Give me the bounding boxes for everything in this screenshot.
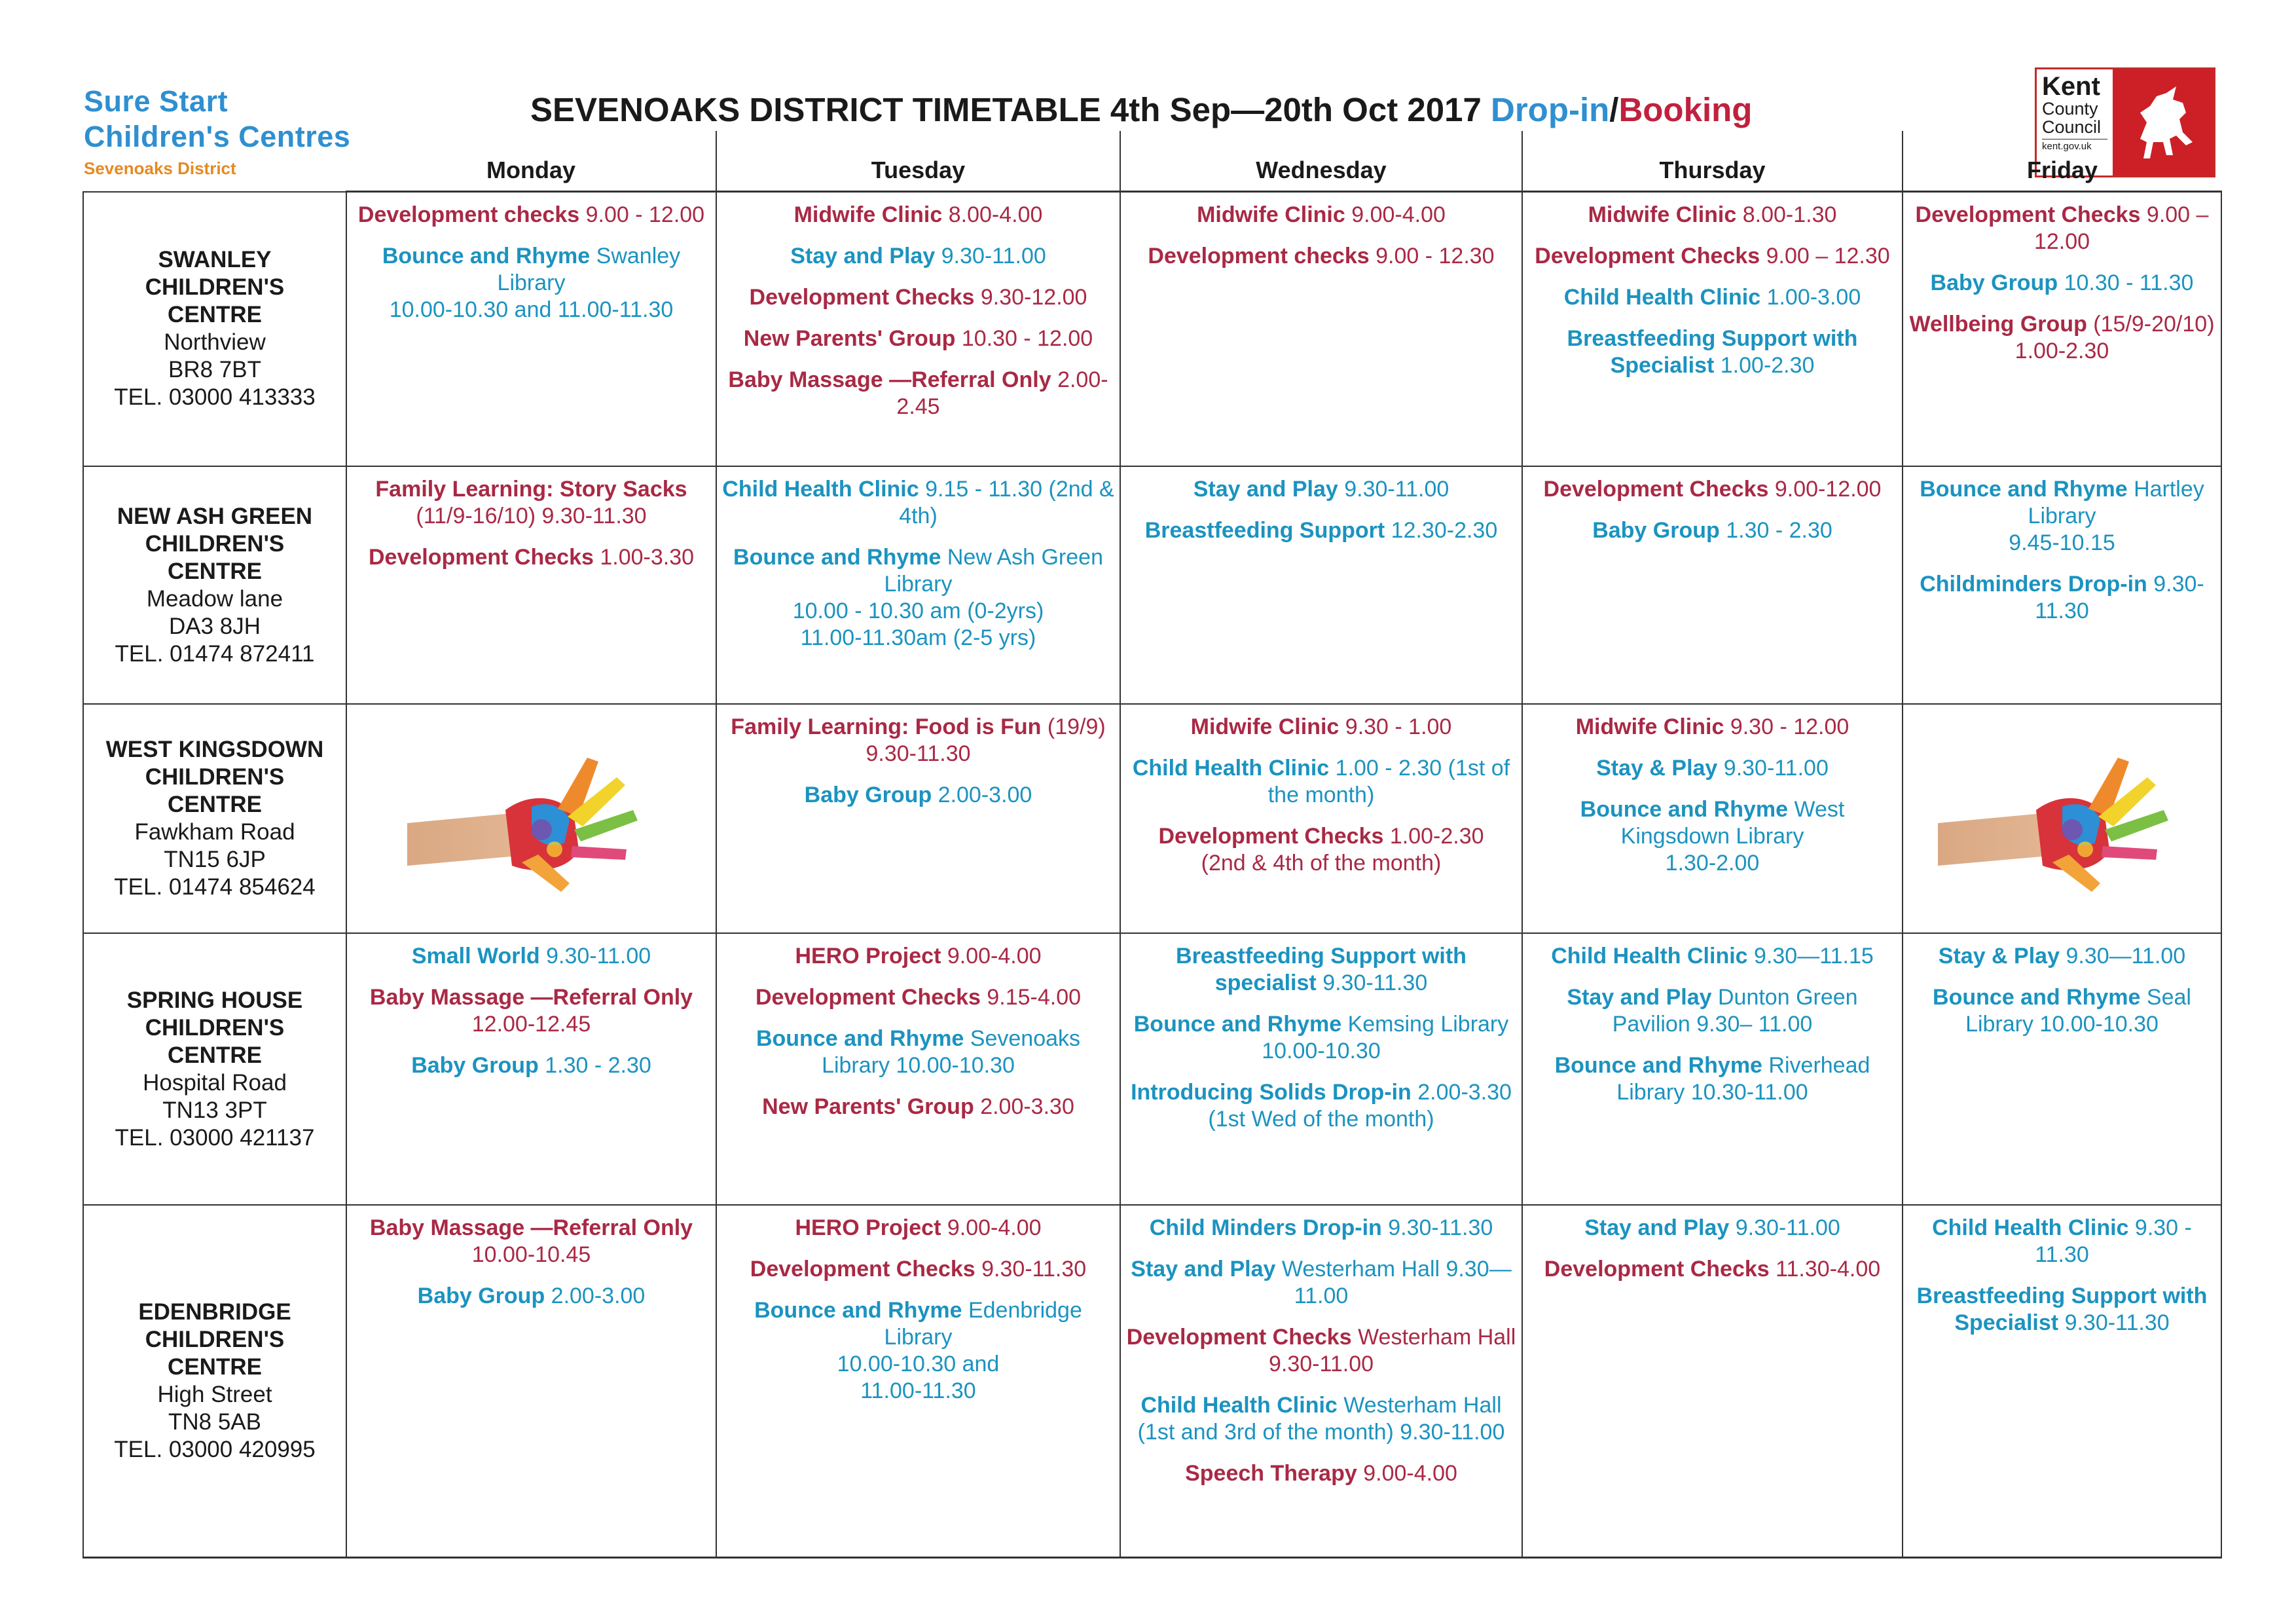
session-time: 1.00-2.30 (2nd & 4th of the month) [1201,824,1484,876]
centre-name-line: NEW ASH GREEN [117,503,313,529]
session-entry [722,1025,1114,1079]
day-header: Tuesday [716,131,1120,192]
session-name: Bounce and Rhyme [754,1298,962,1323]
session-time: 9.30-11.00 [941,244,1046,268]
day-cell [346,933,716,1206]
session-name: Baby Group [804,783,932,808]
session-time: 9.30-11.30 [1388,1215,1493,1241]
session-name: Baby Massage —Referral Only [369,984,693,1010]
centre-info-cell [83,466,346,704]
session-time: 9.30 - 11.30 [2035,1215,2192,1268]
centre-name-line: CHILDREN'S [145,530,285,557]
session-name: Baby Group [1592,518,1720,544]
session-entry [1126,1392,1516,1446]
centre-address-line: Fawkham Road [134,819,295,845]
centre-row [83,466,2221,704]
session-entry [1528,796,1897,877]
session-time: 9.30-11.00 [546,943,651,969]
session-time: 11.30-4.00 [1776,1257,1881,1282]
session-name: Bounce and Rhyme [1580,797,1789,822]
session-name: New Parents' Group [743,326,956,351]
session-entry [722,1297,1114,1405]
session-name: Stay and Play [790,244,936,268]
session-entry [722,367,1114,420]
session-time: 2.00-3.00 [938,783,1032,808]
kent-logo-line-4: kent.gov.uk [2042,139,2107,152]
session-entry [1126,823,1516,877]
centre-row [83,933,2221,1206]
painted-hand-icon [1938,745,2187,895]
session-name: Stay & Play [1938,943,2060,969]
session-name: Bounce and Rhyme [1133,1011,1342,1037]
session-entry [352,243,710,323]
title-booking: Booking [1618,91,1753,128]
session-name: Child Health Clinic [1551,943,1748,969]
session-entry [1126,755,1516,809]
centre-address-line: TEL. 01474 872411 [115,640,315,667]
session-time: 9.30-11.30 [2064,1310,2170,1336]
session-time: Dunton Green Pavilion 9.30– 11.00 [1612,984,1858,1037]
session-time: 8.00-1.30 [1742,202,1837,227]
session-entry [722,284,1114,311]
session-time: (15/9-20/10) 1.00-2.30 [2014,312,2215,363]
session-entry [1126,1079,1516,1133]
session-time: 9.15 - 11.30 (2nd & 4th) [899,477,1114,529]
session-time: 9.30-12.00 [980,285,1087,310]
centre-name-line: EDENBRIDGE [138,1299,291,1325]
session-entry [722,1215,1114,1242]
session-time: 9.30-11.30 [981,1257,1087,1282]
day-cell [716,192,1120,467]
session-time: 9.30-11.30 [2035,572,2204,624]
session-time: Kemsing Library 10.00-10.30 [1262,1011,1509,1063]
centre-address-line: Meadow lane [146,585,283,612]
session-name: Midwife Clinic [1197,202,1345,227]
kent-logo-line-1: Kent [2042,72,2100,101]
session-time: Westerham Hall 9.30—11.00 [1281,1257,1512,1309]
session-entry [1908,1215,2215,1268]
session-time: 2.00-2.45 [896,367,1108,419]
session-name: Family Learning: Food is Fun [731,714,1042,740]
logo-line-2: Children's Centres [84,120,351,153]
session-entry [722,1256,1114,1283]
session-name: Child Minders Drop-in [1149,1215,1382,1241]
centre-info-cell [83,704,346,932]
session-time: Sevenoaks Library 10.00-10.30 [822,1025,1081,1078]
day-cell [1903,1205,2221,1557]
centre-name-line: SPRING HOUSE [126,987,303,1013]
session-time: New Ash Green Library 10.00 - 10.30 am (0-2yrs) 11.00-11.30am (2-5 yrs) [792,545,1103,651]
session-name: Stay and Play [1584,1215,1730,1241]
session-entry [352,1215,710,1268]
session-time: Hartley Library 9.45-10.15 [2009,477,2204,556]
centre-name-line: CHILDREN'S [145,274,285,301]
day-cell [1903,466,2221,704]
day-cell [716,704,1120,932]
session-name: Breastfeeding Support with specialist [1176,943,1467,995]
session-entry [1126,517,1516,544]
session-time: 1.30 - 2.30 [545,1052,651,1078]
session-name: Baby Group [1930,270,2058,295]
session-entry [1528,517,1897,544]
centre-address-line: TEL. 01474 854624 [114,874,316,900]
session-name: HERO Project [795,1215,941,1241]
centre-address-line: Hospital Road [143,1069,287,1096]
session-time: 9.30—11.00 [2066,943,2186,969]
day-cell [346,1205,716,1557]
centre-name-line: WEST KINGSDOWN [105,737,324,763]
title-main: SEVENOAKS DISTRICT TIMETABLE 4th Sep—20th Oct 2017 [530,91,1491,128]
session-time: 2.00-3.30 [980,1094,1074,1119]
session-name: Child Health Clinic [722,477,919,502]
session-entry [1528,1256,1897,1283]
session-entry [1528,243,1897,270]
session-entry [1908,943,2215,970]
session-name: Bounce and Rhyme [1933,984,2141,1010]
session-entry [1126,243,1516,270]
centre-name-line: CHILDREN'S [145,1014,285,1041]
centre-info-cell [83,192,346,467]
day-cell [716,933,1120,1206]
title-drop-in: Drop-in [1490,91,1610,128]
session-name: Development Checks [368,545,594,570]
session-name: Baby Massage —Referral Only [728,367,1051,392]
session-name: Stay and Play [1193,477,1338,502]
session-name: Baby Group [411,1052,539,1078]
session-entry [722,1094,1114,1120]
logo-line-1: Sure Start [84,84,228,118]
centre-address-line: TN8 5AB [168,1409,261,1435]
centre-row [83,192,2221,467]
session-entry [1528,202,1897,229]
session-time: 1.00-3.00 [1766,285,1861,310]
session-name: Development Checks [750,1257,975,1282]
centre-info-cell [83,1205,346,1557]
session-entry [722,943,1114,970]
centre-name-line: CENTRE [168,792,262,818]
session-entry [352,544,710,571]
centre-address-line: BR8 7BT [168,357,261,383]
day-cell [346,704,716,932]
session-name: Bounce and Rhyme [756,1025,964,1051]
session-name: Development Checks [755,984,981,1010]
session-time: 9.00-4.00 [1363,1461,1457,1486]
session-name: Development checks [1148,244,1370,268]
session-time: Westerham Hall 9.30-11.00 [1268,1325,1516,1377]
centre-row [83,704,2221,932]
session-name: Wellbeing Group [1909,312,2087,337]
session-time: 9.30 - 1.00 [1345,714,1452,740]
session-name: Bounce and Rhyme [733,545,941,570]
session-time: 9.30-11.30 [1322,970,1428,995]
session-name: Bounce and Rhyme [1554,1052,1762,1078]
session-entry [722,544,1114,652]
session-time: 10.30 - 11.30 [2064,270,2194,295]
session-entry [352,202,710,229]
day-cell [1903,704,2221,932]
session-time: Westerham Hall (1st and 3rd of the month) 9.30-11.00 [1137,1393,1505,1445]
session-name: Stay and Play [1567,984,1712,1010]
session-time: 9.30 - 12.00 [1730,714,1850,740]
session-entry [722,782,1114,809]
kent-logo-line-2: County [2042,99,2098,119]
session-time: 9.00 – 12.30 [1766,244,1890,268]
session-name: Midwife Clinic [793,202,943,227]
session-time: 8.00-4.00 [948,202,1043,227]
session-name: Breastfeeding Support with Specialist [1916,1283,2208,1336]
session-time: 9.00-4.00 [947,943,1042,969]
session-name: Family Learning: Story Sacks [375,477,687,502]
session-entry [352,1283,710,1310]
session-entry [1126,202,1516,229]
session-entry [722,476,1114,530]
session-name: Baby Group [417,1283,545,1309]
session-name: Child Health Clinic [1932,1215,2129,1241]
day-cell [1120,704,1522,932]
day-cell [1522,466,1903,704]
session-time: (19/9) 9.30-11.30 [866,714,1106,767]
session-name: Stay and Play [1131,1257,1276,1282]
session-entry [1908,571,2215,625]
session-entry [722,243,1114,270]
session-name: Midwife Clinic [1190,714,1339,740]
session-time: 10.30 - 12.00 [961,326,1093,351]
session-time: 9.00 – 12.00 [2033,202,2209,254]
session-time: 9.00-4.00 [947,1215,1042,1241]
session-entry [1908,476,2215,557]
session-time: Swanley Library 10.00-10.30 and 11.00-11.30 [389,244,681,322]
centre-name-line: CHILDREN'S [145,764,285,790]
session-name: Development Checks [1543,477,1769,502]
session-name: Bounce and Rhyme [1920,477,2128,502]
session-time: Riverhead Library 10.30-11.00 [1616,1052,1870,1105]
centre-address-line: DA3 8JH [168,613,261,639]
centre-address-line: High Street [157,1382,272,1408]
session-time: 2.00-3.00 [551,1283,646,1309]
centre-name-line: CENTRE [168,558,262,584]
day-header: Monday [346,131,716,192]
session-name: Midwife Clinic [1588,202,1737,227]
session-time: 9.00 - 12.00 [585,202,705,227]
session-entry [722,202,1114,229]
session-time: Edenbridge Library 10.00-10.30 and 11.00-11.30 [837,1298,1082,1404]
session-entry [1126,1324,1516,1378]
corner-cell [83,131,346,192]
session-name: Child Health Clinic [1563,285,1761,310]
timetable [82,131,2222,1559]
session-name: Development Checks [1915,202,2141,227]
day-cell [1522,192,1903,467]
centre-address-line: TEL. 03000 421137 [115,1124,315,1151]
session-name: Development Checks [749,285,975,310]
session-name: Child Health Clinic [1140,1393,1338,1418]
session-entry [1528,1052,1897,1106]
kent-logo-line-3: Council [2042,117,2102,137]
session-time: 9.00-12.00 [1774,477,1882,502]
centre-name-line: CENTRE [168,1354,262,1380]
session-name: Stay & Play [1596,756,1718,781]
day-cell [716,1205,1120,1557]
session-entry [1528,1215,1897,1242]
session-name: Small World [411,943,540,969]
session-entry [1126,714,1516,741]
session-time: 1.00 - 2.30 (1st of the month) [1267,756,1510,808]
session-name: Speech Therapy [1185,1461,1357,1486]
centre-name-line: CENTRE [168,302,262,328]
session-entry [722,325,1114,352]
session-time: 12.00-12.45 [471,1011,591,1037]
session-entry [1528,755,1897,782]
session-entry [1908,270,2215,297]
session-entry [1126,943,1516,997]
centre-name-line: CHILDREN'S [145,1327,285,1353]
session-entry [1908,1283,2215,1337]
day-cell [1120,192,1522,467]
session-entry [1528,714,1897,741]
session-time: 2.00-3.30 (1st Wed of the month) [1208,1079,1512,1132]
session-time: (11/9-16/10) 9.30-11.30 [416,504,647,529]
painted-hand-icon [407,745,656,895]
session-time: 9.30-11.00 [1723,756,1829,781]
session-name: Introducing Solids Drop-in [1131,1079,1412,1105]
centre-name-line: CENTRE [168,1042,262,1068]
session-time: West Kingsdown Library 1.30-2.00 [1620,797,1845,876]
centre-address-line: TEL. 03000 420995 [114,1437,316,1463]
session-time: 12.30-2.30 [1391,518,1498,544]
day-header: Thursday [1522,131,1903,192]
day-cell [1522,1205,1903,1557]
session-name: Breastfeeding Support [1144,518,1385,544]
session-time: 1.00-2.30 [1720,353,1815,378]
day-header: Wednesday [1120,131,1522,192]
centre-address-line: Northview [164,329,266,356]
session-entry [1528,284,1897,311]
session-name: Development Checks [1126,1325,1352,1350]
session-entry [1126,476,1516,503]
session-name: Midwife Clinic [1575,714,1724,740]
page-title [530,90,1752,129]
session-time: Seal Library 10.00-10.30 [1965,984,2191,1037]
session-time: 1.30 - 2.30 [1726,518,1832,544]
day-cell [1120,1205,1522,1557]
session-entry [1126,1256,1516,1310]
session-time: 9.00 - 12.30 [1376,244,1495,268]
session-entry [352,984,710,1038]
centre-address-line: TN13 3PT [162,1097,267,1123]
session-entry [722,714,1114,767]
day-cell [346,192,716,467]
title-slash: / [1609,91,1619,128]
session-entry [1908,202,2215,255]
day-cell [1903,933,2221,1206]
day-cell [1120,933,1522,1206]
day-cell [1903,192,2221,467]
day-cell [1522,704,1903,932]
session-time: 9.00-4.00 [1351,202,1446,227]
session-entry [1528,943,1897,970]
session-name: HERO Project [795,943,941,969]
session-name: New Parents' Group [762,1094,974,1119]
session-name: Childminders Drop-in [1920,572,2147,597]
session-name: Development checks [357,202,580,227]
session-entry [1126,1460,1516,1487]
day-cell [1120,466,1522,704]
session-entry [1908,311,2215,365]
session-entry [1528,984,1897,1038]
session-entry [352,1052,710,1079]
session-entry [1528,325,1897,379]
session-time: 9.30-11.00 [1735,1215,1840,1241]
session-name: Development Checks [1544,1257,1770,1282]
session-entry [1126,1011,1516,1065]
logo-line-3: Sevenoaks District [84,158,236,178]
centre-info-cell [83,933,346,1206]
session-name: Child Health Clinic [1132,756,1330,781]
centre-address-line: TN15 6JP [164,847,266,873]
session-name: Development Checks [1158,824,1384,849]
session-entry [722,984,1114,1011]
session-time: 9.30-11.00 [1344,477,1449,502]
session-name: Breastfeeding Support with Specialist [1567,326,1858,378]
centre-name-line: SWANLEY [158,247,272,273]
day-header: Friday [1903,131,2221,192]
session-entry [1908,984,2215,1038]
day-cell [1522,933,1903,1206]
session-name: Bounce and Rhyme [382,244,591,268]
session-time: 10.00-10.45 [471,1242,591,1268]
session-time: 9.15-4.00 [987,984,1082,1010]
session-entry [352,476,710,530]
session-time: 9.30—11.15 [1754,943,1874,969]
session-entry [1126,1215,1516,1242]
centre-address-line: TEL. 03000 413333 [114,384,316,411]
session-time: 1.00-3.30 [600,545,695,570]
session-entry [352,943,710,970]
day-header-row [83,131,2221,192]
session-entry [1528,476,1897,503]
centre-row [83,1205,2221,1557]
day-cell [346,466,716,704]
day-cell [716,466,1120,704]
session-name: Baby Massage —Referral Only [369,1215,693,1241]
session-name: Development Checks [1535,244,1760,268]
